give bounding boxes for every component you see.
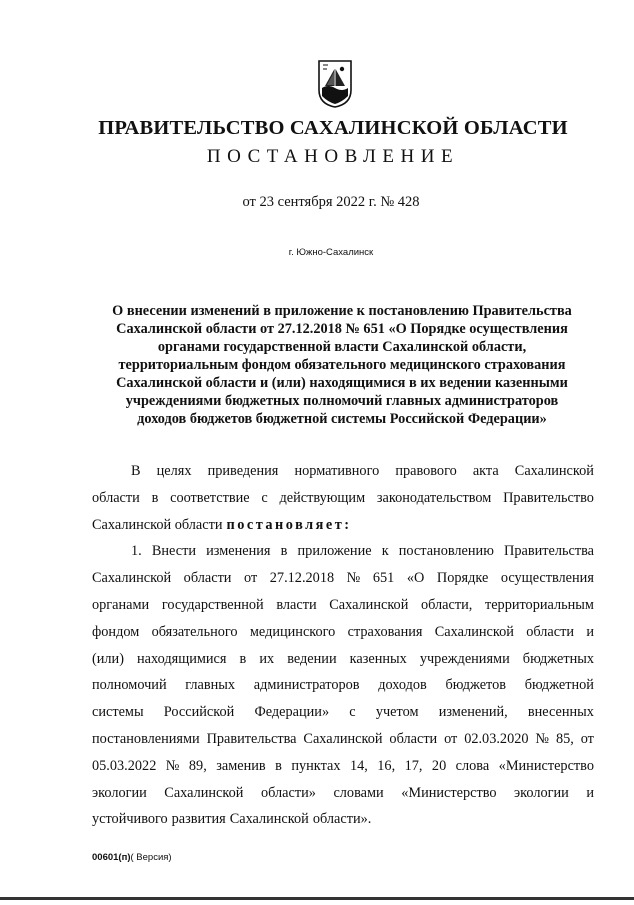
word: внесенных <box>527 704 594 721</box>
body-line <box>92 538 594 565</box>
word: Сахалинской <box>514 463 594 479</box>
body-line <box>92 806 594 833</box>
word: 17, <box>404 757 423 774</box>
word: в <box>280 543 288 560</box>
subject-line: Сахалинской области и (или) находящимися в их ведении казенными <box>116 375 568 391</box>
body-line <box>92 699 594 726</box>
word: Сахалинской <box>92 570 172 587</box>
word: постановлению <box>398 543 494 560</box>
word: постановлениями <box>92 730 200 747</box>
word: пунктах <box>291 757 341 774</box>
word: власти <box>276 596 317 613</box>
word: «Министерство <box>498 757 594 774</box>
body-line <box>92 753 594 780</box>
word: области». <box>312 811 372 828</box>
subject-line: Сахалинской области от 27.12.2018 № 651 «О Порядке осуществления <box>116 321 568 337</box>
body-line <box>92 619 594 646</box>
subject-line: территориальным фондом обязательного медицинского страхования <box>118 357 566 373</box>
word: изменения <box>206 543 271 560</box>
word: казенных <box>349 650 407 667</box>
word: экологии <box>514 784 569 801</box>
word: «О <box>406 570 425 587</box>
word: области <box>183 570 232 587</box>
body-text-fragment: Сахалинской области <box>92 516 223 533</box>
word: 651 <box>372 570 395 587</box>
word: их <box>259 650 275 667</box>
word: ведении <box>287 650 337 667</box>
word: 27.12.2018 <box>269 570 335 587</box>
word: страхования <box>347 623 423 640</box>
word: нормативного <box>294 463 380 479</box>
word: системы <box>92 704 144 721</box>
word: доходов <box>378 677 427 694</box>
organization-title: ПРАВИТЕЛЬСТВО САХАЛИНСКОЙ ОБЛАСТИ <box>98 117 568 139</box>
word: и <box>586 784 594 801</box>
body-line <box>92 672 594 699</box>
document-type: ПОСТАНОВЛЕНИЕ <box>206 146 460 167</box>
word: Российской <box>163 704 235 721</box>
word: приведения <box>207 463 279 479</box>
word: 85, <box>555 730 574 747</box>
body-line <box>92 458 594 485</box>
document-city: г. Южно-Сахалинск <box>288 247 374 258</box>
word: «Министерство <box>401 784 497 801</box>
resolves-keyword: постановляет: <box>226 516 352 533</box>
word: в <box>151 489 159 506</box>
word: 89, <box>188 757 207 774</box>
word: Внести <box>151 543 196 560</box>
word: области <box>92 489 140 506</box>
word: 16, <box>377 757 396 774</box>
word: области <box>389 730 438 747</box>
word: с <box>261 489 268 506</box>
body-line <box>92 780 594 807</box>
word: области» <box>260 784 316 801</box>
word: развития <box>171 811 226 828</box>
body-line <box>92 565 594 592</box>
word: слова <box>455 757 490 774</box>
word: (или) <box>92 650 124 667</box>
word: устойчивого <box>92 811 168 828</box>
word: в <box>275 757 282 774</box>
document-footer-code <box>92 852 172 863</box>
word: Правительство <box>503 489 594 506</box>
word: № <box>535 730 550 747</box>
word: Сахалинской <box>434 623 514 640</box>
word: действующим <box>279 489 366 506</box>
body-line <box>92 646 594 673</box>
word: учетом <box>375 704 419 721</box>
word: учреждениями <box>419 650 510 667</box>
word: Правительства <box>206 730 297 747</box>
word: от <box>244 570 258 587</box>
word: соответствие <box>170 489 250 506</box>
word: от <box>444 730 458 747</box>
word: целях <box>156 463 192 479</box>
word: В <box>131 463 141 479</box>
body-line <box>92 592 594 619</box>
word: изменений, <box>438 704 508 721</box>
word: Сахалинской <box>329 596 409 613</box>
word: в <box>239 650 247 667</box>
word: бюджетной <box>524 677 594 694</box>
word: фондом <box>92 623 140 640</box>
word: от <box>580 730 594 747</box>
word: Сахалинской <box>229 811 309 828</box>
word: Правительства <box>504 543 594 560</box>
word: к <box>381 543 389 560</box>
word: обязательного <box>151 623 238 640</box>
word: территориальным <box>484 596 594 613</box>
word: правового <box>395 463 457 479</box>
word: 05.03.2022 <box>92 757 157 774</box>
word: Федерации» <box>254 704 330 721</box>
body-line <box>92 485 594 512</box>
word: законодательством <box>376 489 492 506</box>
scan-edge-line <box>0 897 634 900</box>
word: акта <box>472 463 499 479</box>
word: приложение <box>297 543 372 560</box>
word: полномочий <box>92 677 167 694</box>
word: находящимися <box>137 650 227 667</box>
subject-line: О внесении изменений в приложение к постановлению Правительства <box>112 303 572 319</box>
word: 14, <box>349 757 368 774</box>
subject-line: доходов бюджетов бюджетной системы Российской Федерации» <box>137 411 547 427</box>
version-label: ( Версия) <box>130 852 172 863</box>
word: 02.03.2020 <box>464 730 529 747</box>
word: области, <box>420 596 473 613</box>
document-subject <box>90 302 594 428</box>
word: № <box>346 570 361 587</box>
document-body <box>92 458 594 833</box>
word: Порядке <box>436 570 489 587</box>
word: области <box>526 623 574 640</box>
word: органами <box>92 596 150 613</box>
word: главных <box>185 677 236 694</box>
document-date-number: от 23 сентября 2022 г. № 428 <box>242 194 420 210</box>
word: 20 <box>431 757 447 774</box>
word: № <box>165 757 180 774</box>
coat-of-arms-icon <box>318 60 352 108</box>
word: медицинского <box>249 623 336 640</box>
word: осуществления <box>500 570 594 587</box>
form-code: 00601(п) <box>92 852 131 863</box>
word: администраторов <box>253 677 360 694</box>
word: Сахалинской <box>164 784 244 801</box>
word: заменив <box>216 757 266 774</box>
word: бюджетных <box>522 650 594 667</box>
word: 1. <box>131 543 142 560</box>
subject-line: органами государственной власти Сахалинской области, <box>157 339 527 355</box>
subject-line: учреждениями бюджетных полномочий главных администраторов <box>125 393 559 409</box>
word: Сахалинской <box>303 730 383 747</box>
word: бюджетов <box>445 677 506 694</box>
word: государственной <box>161 596 264 613</box>
word: словами <box>333 784 384 801</box>
word: с <box>349 704 356 721</box>
word: экологии <box>92 784 147 801</box>
body-line <box>92 512 594 539</box>
body-line <box>92 726 594 753</box>
word: и <box>586 623 594 640</box>
